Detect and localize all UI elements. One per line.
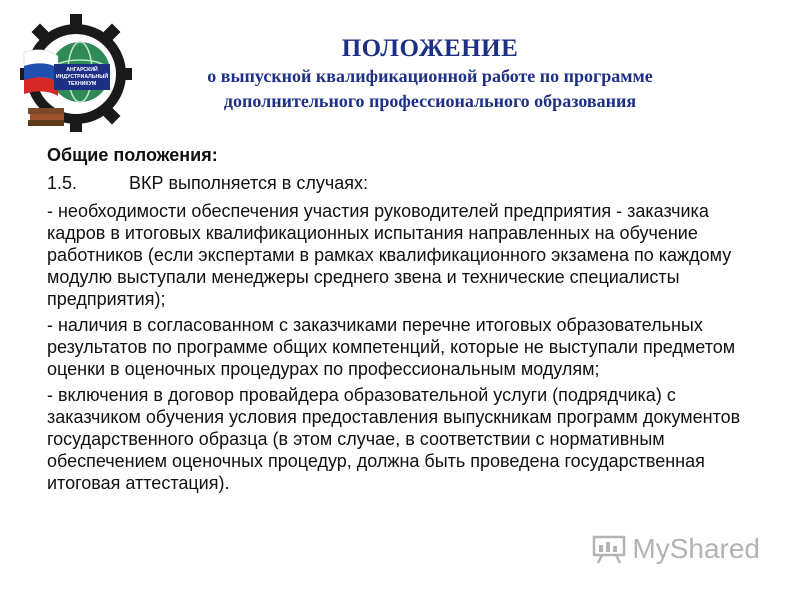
watermark-text: MyShared xyxy=(632,533,760,564)
clause-line xyxy=(47,172,767,194)
slide-body xyxy=(47,144,767,498)
paragraph: - необходимости обеспечения участия руководителей предприятия - заказчика кадров в итоговых квалификационных испытания направленных на обучение работников (если экспертами в рамках квалификационного экзамена по каждому модулю выступали менеджеры среднего звена и технические специалисты предприятия); xyxy=(47,201,732,309)
logo-name-line-2: ИНДУСТРИАЛЬНЫЙ xyxy=(55,74,109,80)
clause-number: 1.5. xyxy=(47,173,78,193)
logo-name-line-3: ТЕХНИКУМ xyxy=(67,81,97,87)
logo-name-line-1: АНГАРСКИЙ xyxy=(66,67,98,73)
college-logo xyxy=(14,12,132,132)
myshared-watermark xyxy=(592,532,760,566)
page-subtitle-line-1: о выпускной квалификационной работе по программе xyxy=(207,66,653,86)
section-heading: Общие положения: xyxy=(47,145,218,165)
paragraph: - включения в договор провайдера образовательной услуги (подрядчика) с заказчиком обучения условия предоставления выпускникам программ документов государственного образца (в этом случае, в соответствии с нормативным обеспечением оценочных процедур, должна быть проведена государственная итоговая аттестация). xyxy=(47,385,741,493)
presentation-board-icon xyxy=(592,534,626,564)
clause-text: ВКР выполняется в случаях: xyxy=(129,173,368,193)
page-subtitle-line-2: дополнительного профессионального образования xyxy=(223,91,637,111)
page-title: ПОЛОЖЕНИЕ xyxy=(341,35,519,62)
college-emblem-icon xyxy=(14,12,132,132)
paragraph: - наличия в согласованном с заказчиками перечне итоговых образовательных результатов по программе общих компетенций, которые не выступали предметом оценки в оценочных процедурах по профессиональным модулям; xyxy=(47,315,736,379)
slide-header xyxy=(140,34,720,114)
